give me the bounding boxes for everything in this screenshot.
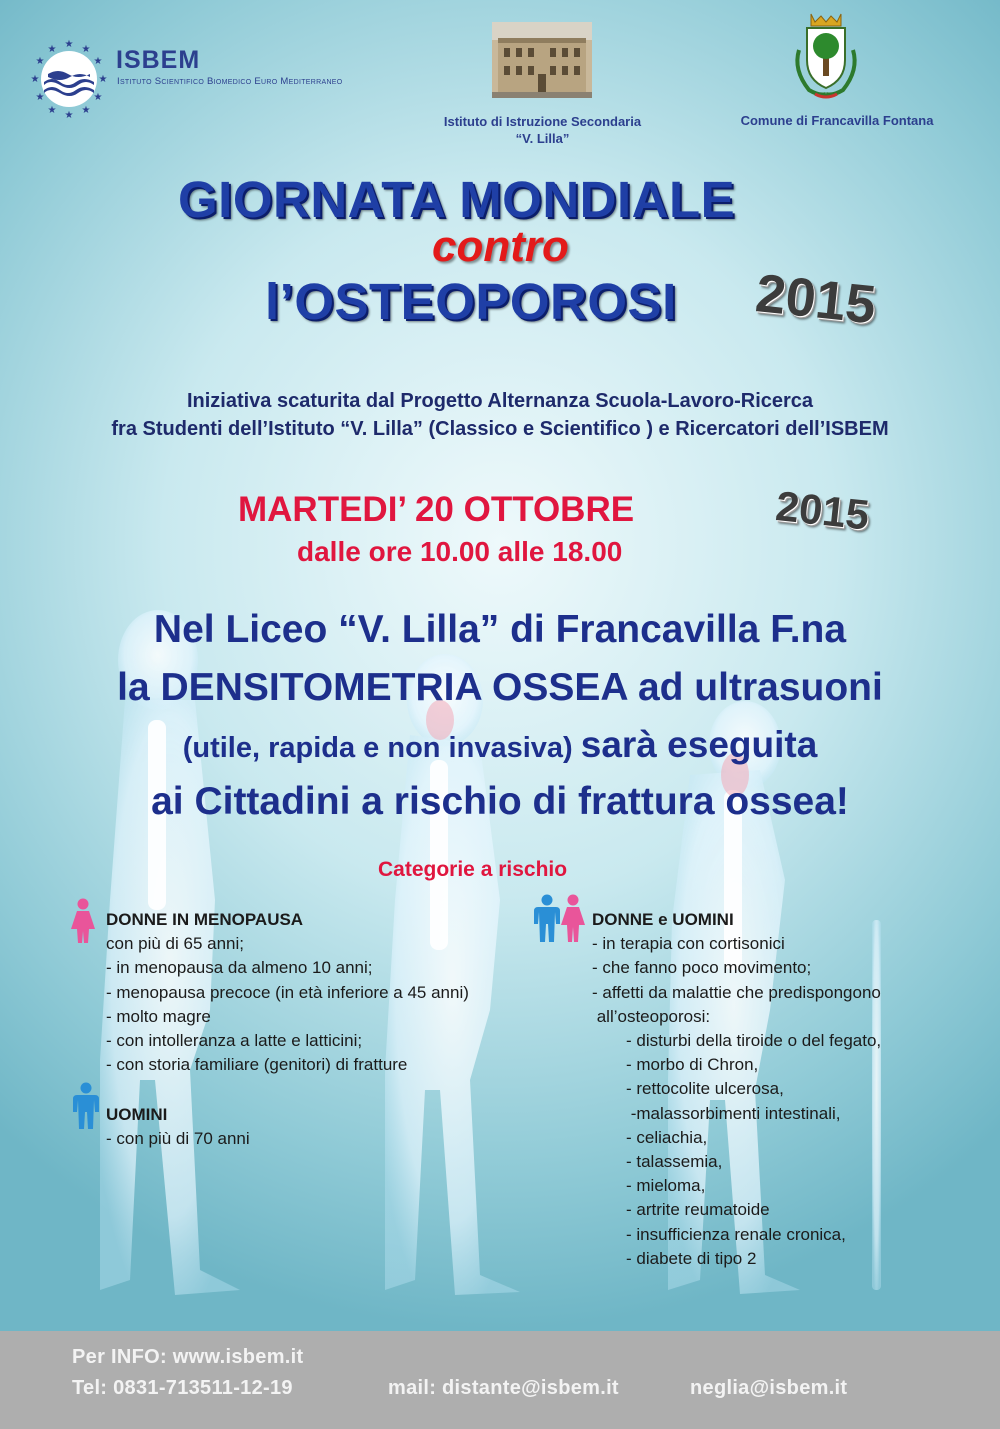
event-date: MARTEDI’ 20 OTTOBRE	[238, 490, 635, 529]
isbem-full-name: Istituto Scientifico Biomedico Euro Mediterraneo	[117, 76, 343, 87]
town-crest-icon	[779, 10, 873, 102]
svg-text:★: ★	[35, 56, 45, 67]
school-caption	[410, 113, 675, 147]
title-line1: GIORNATA MONDIALE	[178, 171, 736, 228]
women-item: - con intolleranza a latte e latticini;	[106, 1031, 363, 1051]
title-line3: l’OSTEOPOROSI	[265, 273, 677, 330]
announcement-line3	[0, 724, 1000, 766]
disease-item: - insufficienza renale cronica,	[626, 1224, 846, 1244]
subtitle-line1: Iniziativa scaturita dal Progetto Alternanza Scuola-Lavoro-Ricerca	[186, 390, 814, 412]
disease-sublist	[592, 1029, 881, 1271]
event-hours: dalle ore 10.00 alle 18.00	[297, 536, 623, 567]
men-item: - con più di 70 anni	[106, 1129, 250, 1149]
disease-item: -malassorbimenti intestinali,	[626, 1103, 841, 1123]
svg-text:★: ★	[64, 39, 74, 50]
women-list	[106, 908, 469, 1077]
both-heading: DONNE e UOMINI	[592, 910, 734, 929]
svg-text:★: ★	[47, 105, 57, 116]
announcement-line3-part2: sarà eseguita	[580, 724, 818, 765]
announcement-line4: ai Cittadini a rischio di frattura ossea!	[151, 780, 849, 823]
announcement-line2: la DENSITOMETRIA OSSEA ad ultrasuoni	[117, 666, 883, 709]
man-icon	[72, 1082, 100, 1130]
svg-text:★: ★	[93, 56, 103, 67]
svg-text:★: ★	[47, 44, 57, 55]
disease-item: - morbo di Chron,	[626, 1055, 759, 1075]
categories-title: Categorie a rischio	[378, 858, 568, 881]
disease-item: - mieloma,	[626, 1176, 706, 1196]
footer-info: Per INFO: www.isbem.it	[72, 1346, 304, 1368]
women-heading: DONNE IN MENOPAUSA	[106, 910, 304, 929]
svg-text:★: ★	[98, 74, 108, 85]
svg-text:★: ★	[30, 74, 40, 85]
disease-item: - rettocolite ulcerosa,	[626, 1079, 784, 1099]
disease-item: - celiachia,	[626, 1127, 708, 1147]
isbem-name: ISBEM	[116, 46, 201, 74]
women-item: con più di 65 anni;	[106, 934, 244, 954]
town-caption: Comune di Francavilla Fontana	[740, 113, 934, 128]
svg-text:★: ★	[93, 92, 103, 103]
school-caption-line2: “V. Lilla”	[515, 131, 570, 146]
women-item: - in menopausa da almeno 10 anni;	[106, 958, 373, 978]
men-list	[106, 1103, 250, 1151]
subtitle-line2: fra Studenti dell’Istituto “V. Lilla” (Classico e Scientifico ) e Ricercatori dell’ISBEM	[111, 418, 889, 440]
disease-item: - disturbi della tiroide o del fegato,	[626, 1031, 882, 1051]
both-item: - affetti da malattie che predispongono	[592, 982, 881, 1002]
disease-item: - diabete di tipo 2	[626, 1248, 757, 1268]
title-year: 2015	[752, 263, 879, 336]
announcement-line3-part1: (utile, rapida e non invasiva)	[182, 732, 581, 764]
men-heading: UOMINI	[106, 1105, 168, 1124]
woman-icon	[70, 898, 96, 944]
both-item: all’osteoporosi:	[592, 1006, 711, 1026]
school-building-photo	[492, 22, 592, 98]
both-item: - in terapia con cortisonici	[592, 934, 785, 954]
man-woman-icon	[534, 894, 586, 944]
school-caption-line1: Istituto di Istruzione Secondaria	[443, 114, 642, 129]
svg-text:★: ★	[35, 92, 45, 103]
title-contro: contro	[432, 222, 569, 271]
svg-text:★: ★	[64, 110, 74, 120]
women-item: - menopausa precoce (in età inferiore a 45 anni)	[106, 982, 469, 1002]
isbem-emblem-icon	[28, 38, 110, 120]
women-item: - con storia familiare (genitori) di fratture	[106, 1055, 408, 1075]
svg-text:★: ★	[81, 105, 91, 116]
footer-tel: Tel: 0831-713511-12-19	[72, 1377, 293, 1399]
footer-mail: mail: distante@isbem.it	[388, 1377, 619, 1399]
svg-text:★: ★	[81, 44, 91, 55]
announcement-line1: Nel Liceo “V. Lilla” di Francavilla F.na	[153, 608, 847, 651]
both-list	[592, 908, 881, 1271]
disease-item: - artrite reumatoide	[626, 1200, 770, 1220]
both-item: - che fanno poco movimento;	[592, 958, 812, 978]
women-item: - molto magre	[106, 1006, 211, 1026]
footer-mail2: neglia@isbem.it	[690, 1377, 848, 1399]
event-year: 2015	[773, 482, 872, 539]
disease-item: - talassemia,	[626, 1152, 723, 1172]
